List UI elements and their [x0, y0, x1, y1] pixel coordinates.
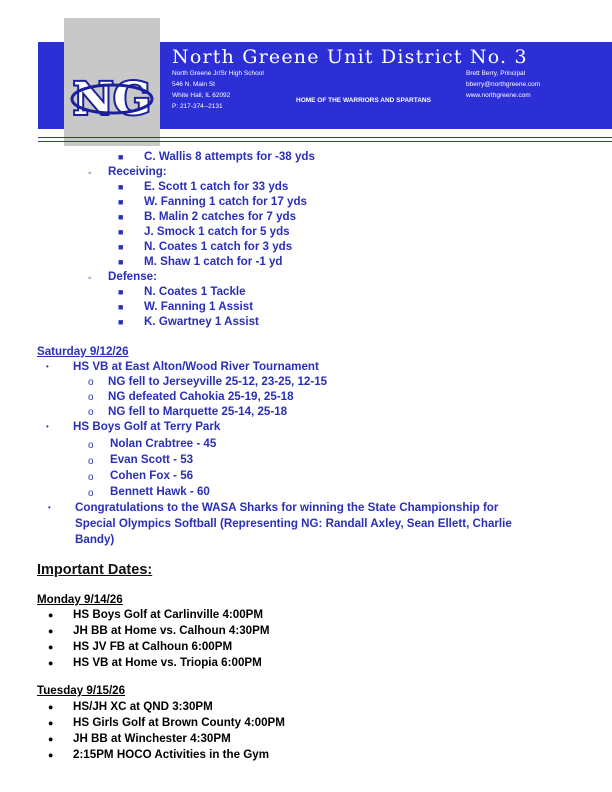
- list-item: NG fell to Jerseyville 25-12, 23-25, 12-15: [108, 375, 328, 388]
- list-item: HS Girls Golf at Brown County 4:00PM: [73, 716, 285, 729]
- principal-name: Brett Berry, Principal: [466, 70, 526, 77]
- list-item: C. Wallis 8 attempts for -38 yds: [144, 150, 315, 163]
- circle-bullet-icon: o: [88, 407, 94, 418]
- list-item: Nolan Crabtree - 45: [110, 437, 217, 450]
- bullet-icon: •: [46, 362, 49, 371]
- list-item: W. Fanning 1 Assist: [144, 300, 254, 313]
- list-item: K. Gwartney 1 Assist: [144, 315, 259, 328]
- square-bullet-icon: ■: [118, 317, 124, 327]
- square-bullet-icon: ■: [118, 257, 124, 267]
- list-item: HS Boys Golf at Carlinville 4:00PM: [73, 608, 264, 621]
- square-bullet-icon: ■: [118, 212, 124, 222]
- circle-bullet-icon: ◦: [88, 273, 92, 284]
- list-item: M. Shaw 1 catch for -1 yd: [144, 255, 283, 268]
- school-address: 546 N. Main St: [172, 81, 215, 88]
- circle-bullet-icon: o: [88, 472, 94, 483]
- list-item: HS JV FB at Calhoun 6:00PM: [73, 640, 233, 653]
- bullet-icon: ●: [48, 718, 54, 728]
- monday-date: Monday 9/14/26: [37, 593, 123, 606]
- congrats-line: Bandy): [75, 533, 115, 546]
- golf-title: HS Boys Golf at Terry Park: [73, 420, 221, 433]
- list-item: JH BB at Winchester 4:30PM: [73, 732, 231, 745]
- bullet-icon: ●: [48, 750, 54, 760]
- list-item: B. Malin 2 catches for 7 yds: [144, 210, 297, 223]
- principal-email[interactable]: bberry@northgreene.com: [466, 81, 541, 88]
- square-bullet-icon: ■: [118, 182, 124, 192]
- school-city: White Hall, IL 62092: [172, 92, 231, 99]
- saturday-date: Saturday 9/12/26: [37, 345, 129, 358]
- receiving-label: Receiving:: [108, 165, 167, 178]
- circle-bullet-icon: o: [88, 488, 94, 499]
- important-dates-title: Important Dates:: [37, 562, 153, 578]
- square-bullet-icon: ■: [118, 152, 124, 162]
- list-item: Cohen Fox - 56: [110, 469, 194, 482]
- bullet-icon: ●: [48, 702, 54, 712]
- circle-bullet-icon: o: [88, 392, 94, 403]
- bullet-icon: •: [48, 503, 51, 512]
- list-item: J. Smock 1 catch for 5 yds: [144, 225, 290, 238]
- school-phone: P: 217-374--2131: [172, 103, 223, 110]
- bullet-icon: •: [46, 422, 49, 431]
- square-bullet-icon: ■: [118, 242, 124, 252]
- congrats-line: Special Olympics Softball (Representing NG: Randall Axley, Sean Ellett, Charlie: [75, 517, 512, 530]
- district-title: North Greene Unit District No. 3: [172, 46, 528, 68]
- bullet-icon: ●: [48, 734, 54, 744]
- bullet-icon: ●: [48, 626, 54, 636]
- list-item: HS/JH XC at QND 3:30PM: [73, 700, 213, 713]
- bullet-icon: ●: [48, 642, 54, 652]
- bullet-icon: ●: [48, 658, 54, 668]
- school-motto: HOME OF THE WARRIORS AND SPARTANS: [296, 97, 431, 104]
- square-bullet-icon: ■: [118, 287, 124, 297]
- circle-bullet-icon: o: [88, 440, 94, 451]
- list-item: HS VB at Home vs. Triopia 6:00PM: [73, 656, 262, 669]
- school-website[interactable]: www.northgreene.com: [466, 92, 531, 99]
- defense-label: Defense:: [108, 270, 157, 283]
- square-bullet-icon: ■: [118, 302, 124, 312]
- bullet-icon: ●: [48, 610, 54, 620]
- square-bullet-icon: ■: [118, 197, 124, 207]
- list-item: Bennett Hawk - 60: [110, 485, 210, 498]
- tuesday-date: Tuesday 9/15/26: [37, 684, 126, 697]
- circle-bullet-icon: ◦: [88, 168, 92, 179]
- square-bullet-icon: ■: [118, 227, 124, 237]
- circle-bullet-icon: o: [88, 377, 94, 388]
- list-item: N. Coates 1 Tackle: [144, 285, 246, 298]
- list-item: 2:15PM HOCO Activities in the Gym: [73, 748, 270, 761]
- list-item: W. Fanning 1 catch for 17 yds: [144, 195, 307, 208]
- list-item: N. Coates 1 catch for 3 yds: [144, 240, 293, 253]
- list-item: NG defeated Cahokia 25-19, 25-18: [108, 390, 294, 403]
- congrats-line: Congratulations to the WASA Sharks for winning the State Championship for: [75, 501, 499, 514]
- circle-bullet-icon: o: [88, 456, 94, 467]
- list-item: NG fell to Marquette 25-14, 25-18: [108, 405, 288, 418]
- vb-tournament-title: HS VB at East Alton/Wood River Tournament: [73, 360, 319, 373]
- list-item: Evan Scott - 53: [110, 453, 194, 466]
- logo-text: NG: [73, 74, 151, 125]
- list-item: JH BB at Home vs. Calhoun 4:30PM: [73, 624, 270, 637]
- school-name: North Greene Jr/Sr High School: [172, 70, 264, 77]
- list-item: E. Scott 1 catch for 33 yds: [144, 180, 289, 193]
